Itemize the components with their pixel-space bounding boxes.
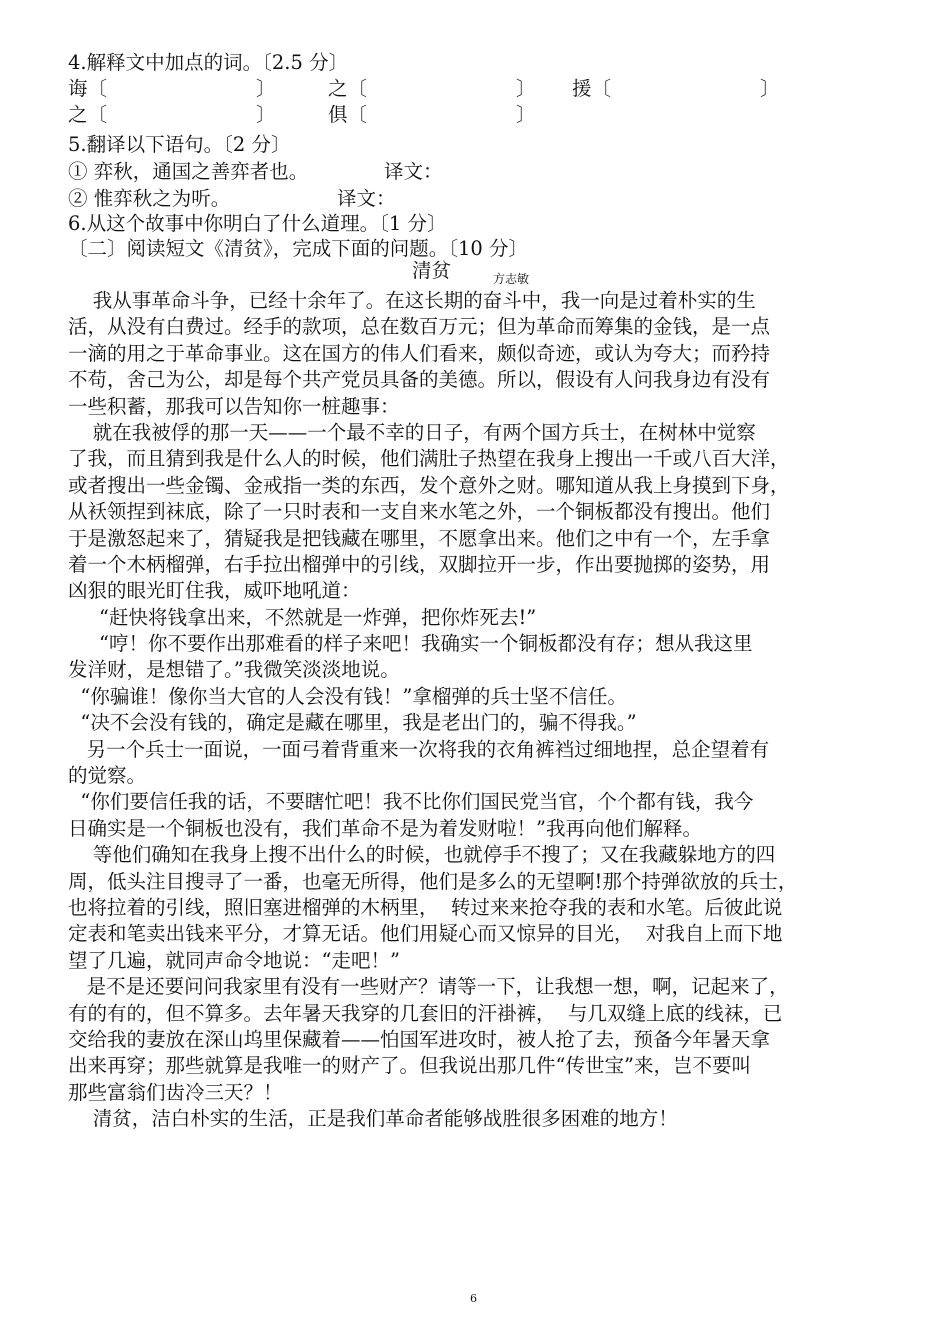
article-line: 从袄领捏到袜底，除了一只时表和一支自来水笔之外，一个铜板都没有搜出。他们	[68, 500, 771, 524]
article-line: 活，从没有白费过。经手的款项，总在数百万元；但为革命而筹集的金钱，是一点	[68, 315, 771, 339]
q4-close-4: 〕	[256, 103, 276, 126]
article-line: 不苟，舍己为公，却是每个共产党员具备的美德。所以，假设有人问我身边有没有	[68, 368, 771, 392]
question-4-title: 4.解释文中加点的词。〔2.5 分〕	[68, 51, 349, 74]
article-line: 也将拉着的引线，照旧塞进榴弹的木柄里， 转过来来抢夺我的表和水笔。后彼此说	[68, 895, 783, 919]
article-line: 另一个兵士一面说，一面弓着背重来一次将我的衣角裤裆过细地捏，总企望着有	[68, 737, 770, 761]
q5-item-1-translation-label: 译文：	[384, 160, 443, 183]
q4-close-2: 〕	[516, 77, 536, 100]
q4-term-5: 俱〔	[328, 103, 368, 126]
article-line: 定表和笔卖出钱来平分，才算无话。他们用疑心而又惊异的目光， 对我自上而下地	[68, 922, 783, 946]
article-author: 方志敏	[493, 272, 530, 286]
q5-item-1: ① 弈秋，通国之善弈者也。	[68, 160, 309, 183]
q5-item-2-translation-label: 译文：	[337, 187, 396, 210]
section-2-heading: 〔二〕阅读短文《清贫》，完成下面的问题。〔10 分〕	[68, 237, 529, 260]
article-line: 日确实是一个铜板也没有，我们革命不是为着发财啦！”我再向他们解释。	[68, 816, 702, 840]
q5-item-2: ② 惟弈秋之为听。	[68, 187, 231, 210]
article-line: “决不会没有钱的，确定是藏在哪里，我是老出门的，骗不得我。”	[68, 711, 637, 735]
question-6-title: 6.从这个故事中你明白了什么道理。〔1 分〕	[68, 212, 447, 235]
page-number: 6	[470, 1292, 477, 1305]
q4-close-3: 〕	[760, 77, 780, 100]
article-line: 一滴的用之于革命事业。这在国方的伟人们看来，颇似奇迹，或认为夸大；而矜持	[68, 341, 771, 365]
article-line: 交给我的妻放在深山坞里保藏着——怕国军进攻时，被人抢了去，预备今年暑天拿	[68, 1027, 771, 1051]
q4-term-3: 援〔	[572, 77, 612, 100]
article-line: 于是激怒起来了，猜疑我是把钱藏在哪里，不愿拿出来。他们之中有一个，左手拿	[68, 526, 771, 550]
article-line: 有的有的，但不算多。去年暑天我穿的几套旧的汗褂裤， 与几双缝上底的线袜，已	[68, 1001, 783, 1025]
article-line: 凶狠的眼光盯住我，威吓地吼道：	[68, 579, 361, 603]
article-line: 着一个木柄榴弹，右手拉出榴弹中的引线，双脚拉开一步，作出要抛掷的姿势，用	[68, 552, 771, 576]
article-line: 望了几遍，就同声命令地说：“走吧！”	[68, 948, 400, 972]
q4-term-2: 之〔	[328, 77, 368, 100]
article-line: 周，低头注目搜寻了一番，也毫无所得，他们是多么的无望啊!那个持弹欲放的兵士，	[68, 869, 798, 893]
article-line: 的觉察。	[68, 764, 147, 788]
article-line: 清贫，洁白朴实的生活，正是我们革命者能够战胜很多困难的地方！	[68, 1107, 678, 1131]
article-line: 是不是还要问问我家里有没有一些财产？请等一下，让我想一想，啊，记起来了，	[68, 975, 789, 999]
q4-term-4: 之〔	[68, 103, 108, 126]
article-line: 一些积蓄，那我可以告知你一桩趣事：	[68, 394, 400, 418]
article-line: 出来再穿；那些就算是我唯一的财产了。但我说出那几件“传世宝”来，岂不要叫	[68, 1054, 751, 1078]
article-line: 那些富翁们齿冷三天？！	[68, 1080, 283, 1104]
article-line: 我从事革命斗争，已经十余年了。在这长期的奋斗中，我一向是过着朴实的生	[68, 289, 756, 312]
question-5-title: 5.翻译以下语句。〔2 分〕	[68, 133, 291, 156]
article-line: “哼！你不要作出那难看的样子来吧！我确实一个铜板都没有存；想从我这里	[68, 632, 753, 656]
q4-close-5: 〕	[516, 103, 536, 126]
article-line: 就在我被俘的那一天——一个最不幸的日子，有两个国方兵士，在树林中觉察	[68, 420, 756, 444]
article-line: “赶快将钱拿出来，不然就是一炸弹，把你炸死去!”	[68, 605, 537, 629]
article-line: 了我，而且猜到我是什么人的时候，他们满肚子热望在我身上搜出一千或八百大洋，	[68, 447, 790, 471]
article-body	[68, 288, 886, 1133]
article-title: 清贫	[412, 259, 452, 282]
q4-close-1: 〕	[256, 77, 276, 100]
q4-term-1: 诲〔	[68, 77, 108, 100]
article-line: “你骗谁！像你当大官的人会没有钱！”拿榴弹的兵士坚不信任。	[68, 684, 627, 708]
article-line: 等他们确知在我身上搜不出什么的时候，也就停手不搜了；又在我藏躲地方的四	[68, 843, 776, 867]
article-line: “你们要信任我的话，不要瞎忙吧！我不比你们国民党当官，个个都有钱，我今	[68, 790, 754, 814]
article-line: 或者搜出一些金镯、金戒指一类的东西，发个意外之财。哪知道从我上身摸到下身，	[68, 473, 790, 497]
article-line: 发洋财，是想错了。”我微笑淡淡地说。	[68, 658, 400, 682]
